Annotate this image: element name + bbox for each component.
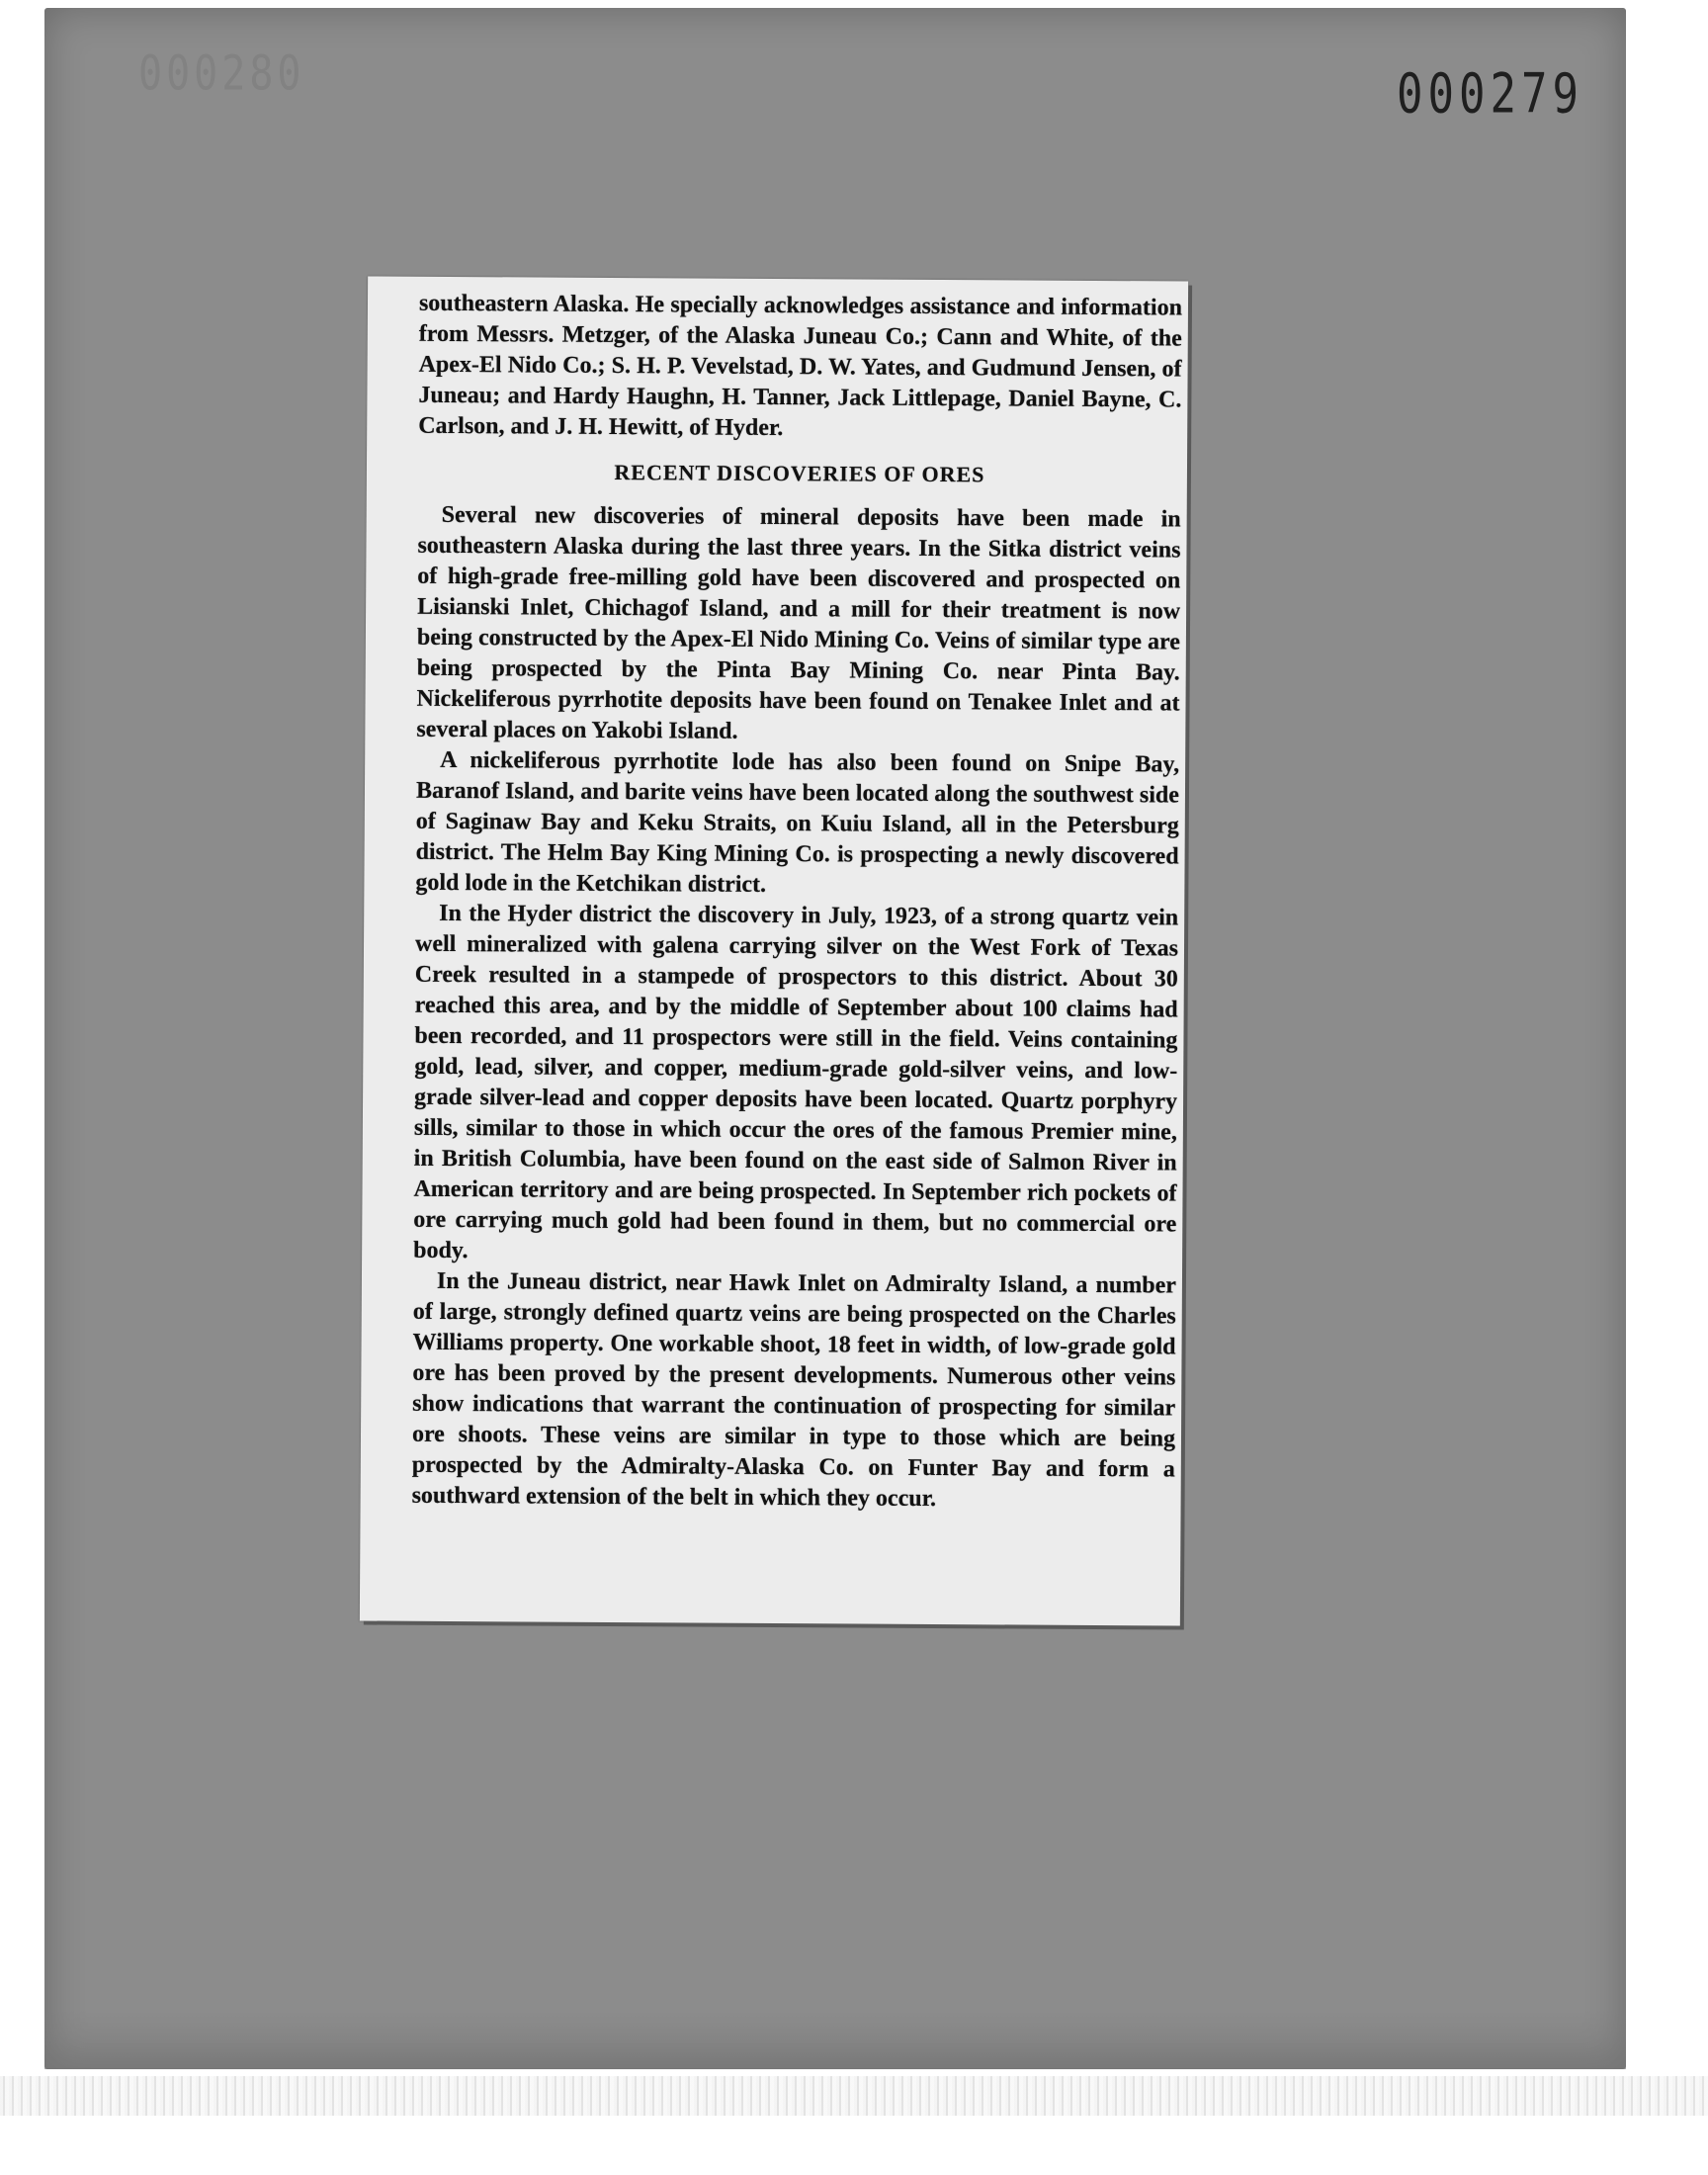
page-stamp-number: 000279 bbox=[1397, 62, 1583, 127]
clipping-text-body bbox=[412, 289, 1183, 1517]
intro-paragraph: southeastern Alaska. He specially acknowledges assistance and information from Messrs. Metzger, of the Alaska Juneau Co.; Cann and White, of the Apex-El Nido Co.; S. H. P. Vevelstad, D. W. Yates, and Gudmund Jensen, of Juneau; and Hardy Haughn, H. Tanner, Jack Littlepage, Daniel Bayne, C. Carlson, and J. H. Hewitt, of Hyder. bbox=[418, 290, 1183, 442]
newspaper-clipping bbox=[360, 276, 1188, 1625]
paragraph-hyder: In the Hyder district the discovery in July, 1923, of a strong quartz vein well mineralized with galena carrying silver on the West Fork of Texas Creek resulted in a stampede of prospectors to this district. About 30 reached this area, and by the middle of September about 100 claims had been recorded, and 11 prospectors were still in the field. Veins containing gold, lead, silver, and copper, medium-grade gold-silver veins, and low-grade silver-lead and copper deposits have been located. Quartz porphyry sills, similar to those in which occur the ores of the famous Premier mine, in British Columbia, have been found on the east side of Salmon River in American territory and are being prospected. In September rich pockets of ore carrying much gold had been found in them, but no commercial ore body. bbox=[413, 900, 1179, 1264]
section-heading: RECENT DISCOVERIES OF ORES bbox=[614, 460, 985, 487]
paragraph-sitka: Several new discoveries of mineral deposits have been made in southeastern Alaska during the last three years. In the Sitka district veins of high-grade free-milling gold have been discovered and prospected on Lisianski Inlet, Chichagof Island, and a mill for their treatment is now being constructed by the Apex-El Nido Mining Co. Veins of similar type are being prospected by the Pinta Bay Mining Co. near Pinta Bay. Nickeliferous pyrrhotite deposits have been found on Tenakee Inlet and at several places on Yakobi Island. bbox=[416, 501, 1181, 744]
paragraph-juneau: In the Juneau district, near Hawk Inlet on Admiralty Island, a number of large, strongly defined quartz veins are being prospected on the Charles Williams property. One workable shoot, 18 feet in width, of low-grade gold ore has been proved by the present developments. Numerous other veins show indications that warrant the continuation of prospecting for similar ore shoots. These veins are similar in type to those which are being prospected by the Admiralty-Alaska Co. on Funter Bay and form a southward extension of the belt in which they occur. bbox=[411, 1267, 1177, 1513]
scanner-edge-strip bbox=[0, 2076, 1708, 2116]
paragraph-petersburg: A nickeliferous pyrrhotite lode has also been found on Snipe Bay, Baranof Island, and barite veins have been located along the southwest side of Saginaw Bay and Keku Straits, on Kuiu Island, all in the Petersburg district. The Helm Bay King Mining Co. is prospecting a newly discovered gold lode in the Ketchikan district. bbox=[415, 746, 1180, 898]
faint-page-stamp: 000280 bbox=[138, 46, 305, 102]
